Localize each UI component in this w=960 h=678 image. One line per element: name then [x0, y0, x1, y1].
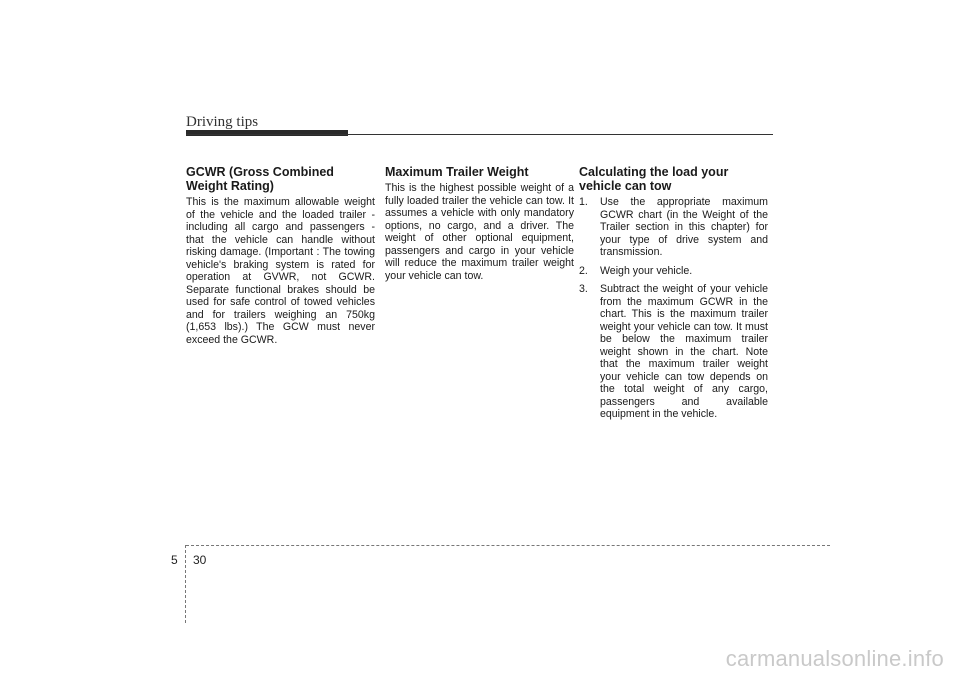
body-max-trailer-weight: This is the highest possible weight of a fully loaded trailer the vehicle can tow. It assumes a vehicle with only mandatory options, no cargo, and a driver. The weight of other optional equipment, passengers and cargo in your vehicle will reduce the maximum trailer weight your vehicle can tow. — [385, 182, 574, 282]
header-rule — [186, 134, 773, 135]
heading-gcwr: GCWR (Gross Combined Weight Rating) — [186, 165, 334, 193]
footer-rule — [186, 545, 830, 546]
step-text: Subtract the weight of your vehicle from the maximum GCWR in the chart. This is the maximum trailer weight your vehicle can tow. It must be below the maximum trailer weight shown in the chart. Note that the maximum trailer weight your vehicle can tow depends on the total weight of any cargo, passengers and available equipment in the vehicle. — [600, 283, 768, 420]
step-text: Weigh your vehicle. — [600, 264, 693, 277]
step-text: Use the appropriate maximum GCWR chart (in the Weight of the Trailer section in this chapter) for your type of drive system and transmission. — [600, 196, 768, 258]
step-number: 1. — [579, 196, 588, 208]
list-item — [579, 265, 768, 278]
watermark: carmanualsonline.info — [725, 646, 944, 671]
column-gcwr — [186, 165, 375, 346]
section-title: Driving tips — [186, 114, 259, 130]
footer-divider — [185, 545, 186, 623]
step-number: 3. — [579, 283, 588, 295]
body-gcwr: This is the maximum allowable weight of the vehicle and the loaded trailer - including all cargo and passengers - that the vehicle can handle without risking damage. (Important : The towing vehicle's braking system is rated for operation at GVWR, not GCWR. Separate functional brakes should be used for safe control of towed vehicles and for trailers weighing an 750kg (1,653 lbs).) The GCW must never exceed the GCWR. — [186, 196, 375, 346]
list-item — [579, 283, 768, 421]
column-max-trailer-weight — [385, 165, 574, 282]
steps-list — [579, 196, 768, 421]
column-calculating-load — [579, 165, 768, 427]
heading-max-trailer-weight: Maximum Trailer Weight — [385, 165, 529, 179]
chapter-number: 5 — [171, 553, 178, 567]
step-number: 2. — [579, 264, 588, 277]
header-bar — [186, 130, 348, 136]
page-number: 30 — [193, 553, 207, 567]
heading-calculating-load: Calculating the load your vehicle can tow — [579, 165, 729, 193]
list-item — [579, 196, 768, 259]
